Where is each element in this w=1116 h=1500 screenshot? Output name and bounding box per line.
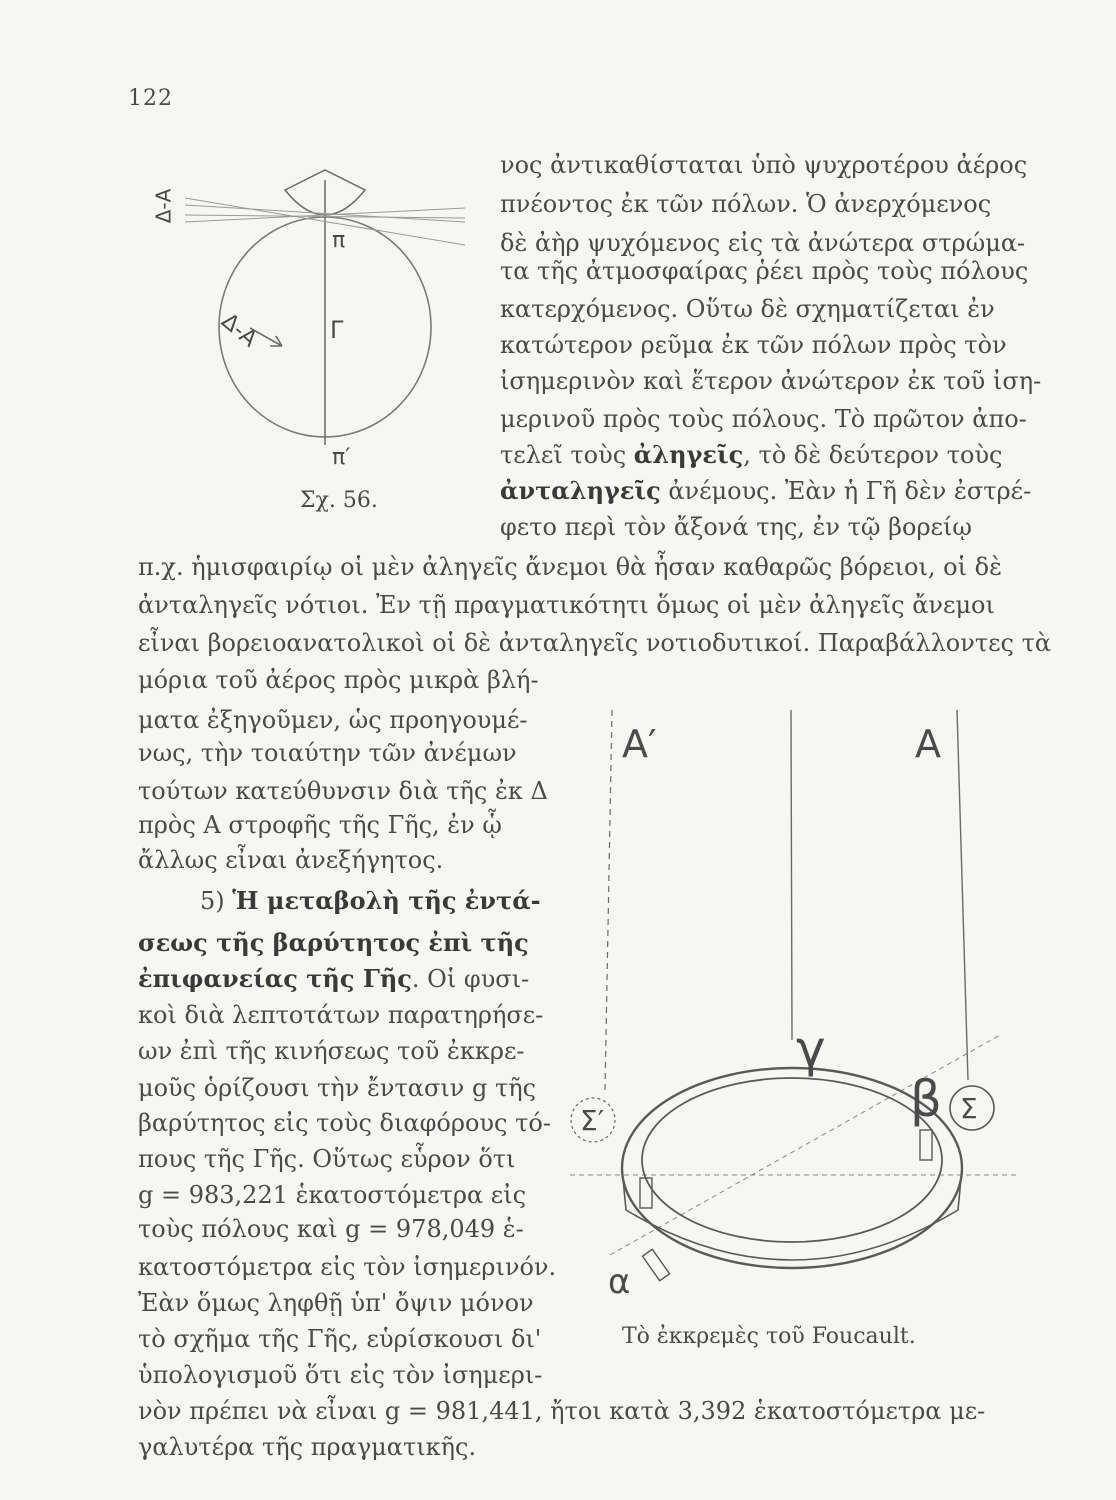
ring-slot (920, 1130, 932, 1160)
text-line: ὑπολογισμοῦ ὅτι εἰς τὸν ἰσημερι- (138, 1361, 543, 1389)
page-number: 122 (128, 86, 173, 111)
text-span: . Οἱ φυσι- (411, 965, 530, 993)
text-line: φετο περὶ τὸν ἄξονά της, ἐν τῷ βορείῳ (500, 513, 972, 541)
text-span: , τὸ δὲ δεύτερον τοὺς (743, 441, 1003, 469)
text-span: ἀνέμους. Ἐὰν ἡ Γῆ δὲν ἐστρέ- (660, 477, 1032, 505)
text-line: κοὶ διὰ λεπτοτάτων παρατηρήσε- (138, 1001, 544, 1029)
section-title: Ἡ μεταβολὴ τῆς ἐντά- (232, 886, 541, 915)
text-line: μερινοῦ πρὸς τοὺς πόλους. Τὸ πρῶτον ἀπο- (500, 405, 1027, 433)
text-line: Ἐὰν ὅμως ληφθῇ ὑπ' ὄψιν μόνον (138, 1289, 534, 1317)
text-line: μόρια τοῦ ἀέρος πρὸς μικρὰ βλή- (138, 666, 539, 694)
section-number: 5) (200, 887, 233, 915)
term-antalegeis: ἀνταληγεῖς (500, 476, 661, 505)
label-beta: β (910, 1070, 942, 1128)
text-line: ἰσημερινὸν καὶ ἕτερον ἀνώτερον ἐκ τοῦ ἰση- (500, 367, 1042, 395)
foucault-diagram (560, 690, 1030, 1310)
text-line: πους τῆς Γῆς. Οὕτως εὗρον ὅτι (138, 1145, 516, 1173)
text-line (500, 440, 1002, 470)
text-line: ἄλλως εἶναι ἀνεξήγητος. (138, 846, 444, 874)
text-line: εἶναι βορειοανατολικοὶ οἱ δὲ ἀνταληγεῖς νοτιοδυτικοί. Παραβάλλοντες τὰ (138, 629, 1052, 657)
text-line: κατώτερον ρεῦμα ἐκ τῶν πόλων πρὸς τὸν (500, 331, 1007, 359)
text-line: ων ἐπὶ τῆς κινήσεως τοῦ ἐκκρε- (138, 1037, 525, 1065)
term-alegeis: ἀληγεῖς (633, 440, 744, 469)
side-label: Δ-Α (151, 188, 176, 224)
ring-slot (640, 1178, 652, 1208)
ring-rim (622, 1168, 962, 1260)
text-line: g = 983,221 ἑκατοστόμετρα εἰς (138, 1181, 527, 1209)
label-a: Α (915, 722, 941, 766)
text-line (138, 964, 529, 994)
text-line: βαρύτητος εἰς τοὺς διαφόρους τό- (138, 1109, 551, 1137)
figure-56-caption: Σχ. 56. (300, 488, 378, 513)
text-line: μοῦς ὁρίζουσι τὴν ἔντασιν g τῆς (138, 1074, 537, 1102)
pendulum-line (957, 710, 968, 1080)
ring-slot (642, 1249, 669, 1280)
text-line: ματα ἐξηγοῦμεν, ὡς προηγουμέ- (138, 706, 528, 734)
dashed-pendulum-line (605, 710, 612, 1090)
text-line: κατοστόμετρα εἰς τὸν ἰσημερινόν. (138, 1253, 557, 1281)
text-line: πνέοντος ἐκ τῶν πόλων. Ὁ ἀνερχόμενος (500, 190, 992, 218)
text-line: νὸν πρέπει νὰ εἶναι g = 981,441, ἤτοι κατὰ 3,392 ἑκατοστόμετρα με- (138, 1397, 986, 1425)
ring-inner (642, 1078, 942, 1242)
text-line: νως, τὴν τοιαύτην τῶν ἀνέμων (138, 739, 517, 767)
figure-56-diagram (150, 160, 480, 490)
text-line: τοὺς πόλους καὶ g = 978,049 ἑ- (138, 1215, 524, 1243)
pole-label-pi-prime: π′ (332, 445, 351, 470)
text-line: τα τῆς ἀτμοσφαίρας ῥέει πρὸς τοὺς πόλους (500, 257, 1029, 285)
text-line: πρὸς Α στροφῆς τῆς Γῆς, ἐν ᾧ (138, 811, 502, 839)
text-span: τελεῖ τοὺς (500, 441, 634, 469)
text-line (500, 476, 1031, 506)
section-title-cont: σεως τῆς βαρύτητος ἐπὶ τῆς (138, 928, 529, 957)
text-line: τούτων κατεύθυνσιν διὰ τῆς ἐκ Δ (138, 777, 548, 805)
text-line: τὸ σχῆμα τῆς Γῆς, εὑρίσκουσι δι' (138, 1325, 542, 1353)
text-line: ἀνταληγεῖς νότιοι. Ἐν τῇ πραγματικότητι ὅμως οἱ μὲν ἀληγεῖς ἄνεμοι (138, 591, 995, 619)
center-label-gamma: Γ (330, 316, 344, 344)
text-line: γαλυτέρα τῆς πραγματικῆς. (138, 1433, 477, 1461)
text-line: δὲ ἀὴρ ψυχόμενος εἰς τὰ ἀνώτερα στρώμα- (500, 229, 1026, 257)
label-sigma: Σ (960, 1092, 978, 1125)
foucault-caption: Τὸ ἐκκρεμὲς τοῦ Foucault. (622, 1324, 916, 1349)
section-title-end: ἐπιφανείας τῆς Γῆς (138, 964, 412, 993)
text-line: κατερχόμενος. Οὕτω δὲ σχηματίζεται ἐν (500, 295, 995, 323)
label-alpha: α (608, 1262, 631, 1302)
text-line: π.χ. ἡμισφαιρίῳ οἱ μὲν ἀληγεῖς ἄνεμοι θὰ ἦσαν καθαρῶς βόρειοι, οἱ δὲ (138, 553, 1002, 581)
label-sigma-prime: Σ′ (580, 1104, 605, 1137)
center-line (791, 710, 792, 1040)
section-heading (200, 886, 541, 916)
label-a-prime: Α′ (622, 722, 657, 766)
pole-label-pi: π (332, 228, 346, 253)
text-line: νος ἀντικαθίσταται ὑπὸ ψυχροτέρου ἀέρος (500, 151, 1028, 179)
label-gamma: γ (796, 1020, 826, 1078)
wind-arrow-label: Δ-Α (216, 308, 262, 353)
